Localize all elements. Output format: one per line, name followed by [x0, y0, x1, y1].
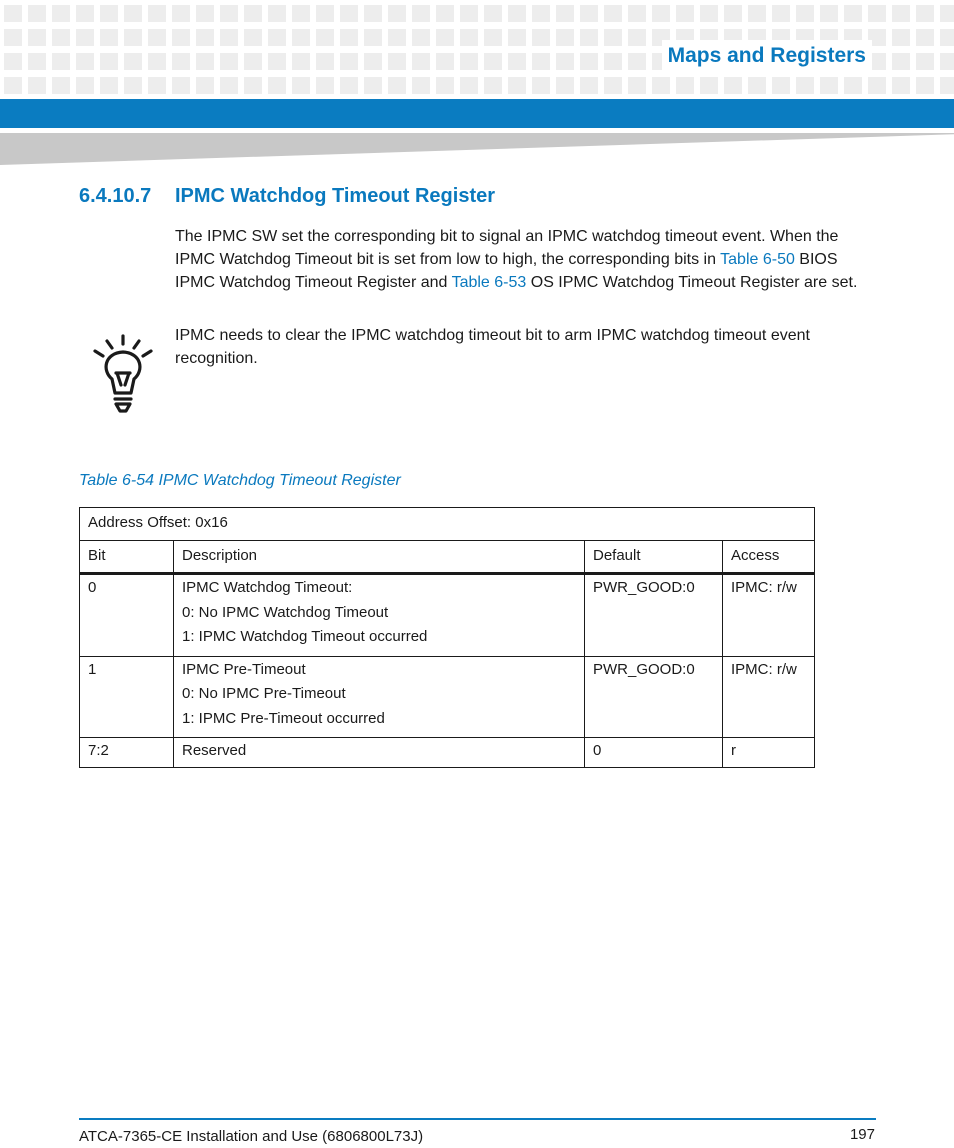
intro-line-2-text: IPMC Watchdog Timeout bit is set from low to high, the corresponding bits in — [175, 251, 721, 268]
description-line: 1: IPMC Pre-Timeout occurred — [182, 709, 385, 727]
cell-default: PWR_GOOD:0 — [585, 656, 723, 738]
header-bar — [0, 99, 954, 128]
table-row — [80, 738, 815, 768]
header-default: Default — [585, 540, 723, 574]
footer-rule — [79, 1118, 876, 1120]
table-row — [80, 574, 815, 657]
cell-description — [174, 656, 585, 738]
cell-bit: 1 — [80, 656, 174, 738]
section-title: IPMC Watchdog Timeout Register — [175, 185, 496, 207]
intro-line-1: The IPMC SW set the corresponding bit to signal an IPMC watchdog timeout event. When the — [175, 228, 839, 245]
intro-line-2-suffix: BIOS — [794, 251, 838, 268]
table-caption: Table 6-54 IPMC Watchdog Timeout Register — [79, 472, 401, 489]
cell-bit: 0 — [80, 574, 174, 657]
description-line: 1: IPMC Watchdog Timeout occurred — [182, 628, 428, 645]
intro-line-3-suffix: OS IPMC Watchdog Timeout Register are set. — [526, 274, 858, 291]
description-line: IPMC Watchdog Timeout: — [182, 579, 353, 596]
cell-bit: 7:2 — [80, 738, 174, 768]
intro-line-3 — [175, 271, 885, 294]
header-wedge — [0, 133, 954, 165]
address-offset: Address Offset: 0x16 — [80, 508, 815, 541]
cell-access: r — [723, 738, 815, 768]
intro-line-2 — [175, 248, 885, 271]
intro-line-3-text: IPMC Watchdog Timeout Register and — [175, 274, 452, 291]
cell-access: IPMC: r/w — [723, 574, 815, 657]
cell-default: 0 — [585, 738, 723, 768]
section-number: 6.4.10.7 — [79, 185, 152, 207]
description-line: Reserved — [182, 742, 247, 759]
description-line: IPMC Pre-Timeout — [182, 660, 306, 678]
header-description: Description — [174, 540, 585, 574]
table-row — [80, 656, 815, 738]
register-table — [79, 507, 815, 768]
cell-access: IPMC: r/w — [723, 656, 815, 738]
table-6-50-link[interactable]: Table 6-50 — [720, 251, 795, 268]
cell-default: PWR_GOOD:0 — [585, 574, 723, 657]
lightbulb-icon — [92, 333, 156, 415]
note-text: IPMC needs to clear the IPMC watchdog timeout bit to arm IPMC watchdog timeout event recognition. — [175, 327, 810, 367]
section-heading — [79, 182, 495, 210]
header-access: Access — [723, 540, 815, 574]
intro-paragraph — [175, 225, 885, 294]
description-line: 0: No IPMC Pre-Timeout — [182, 685, 346, 702]
cell-description — [174, 738, 585, 768]
header-bit: Bit — [80, 540, 174, 574]
table-header-row — [80, 540, 815, 574]
page-number: 197 — [849, 1126, 875, 1143]
footer-document-title: ATCA-7365-CE Installation and Use (6806800L73J) — [79, 1128, 424, 1145]
table-6-53-link[interactable]: Table 6-53 — [451, 274, 527, 291]
header-title: Maps and Registers — [662, 40, 872, 72]
cell-description — [174, 574, 585, 657]
description-line: 0: No IPMC Watchdog Timeout — [182, 603, 389, 621]
address-row — [80, 508, 815, 541]
